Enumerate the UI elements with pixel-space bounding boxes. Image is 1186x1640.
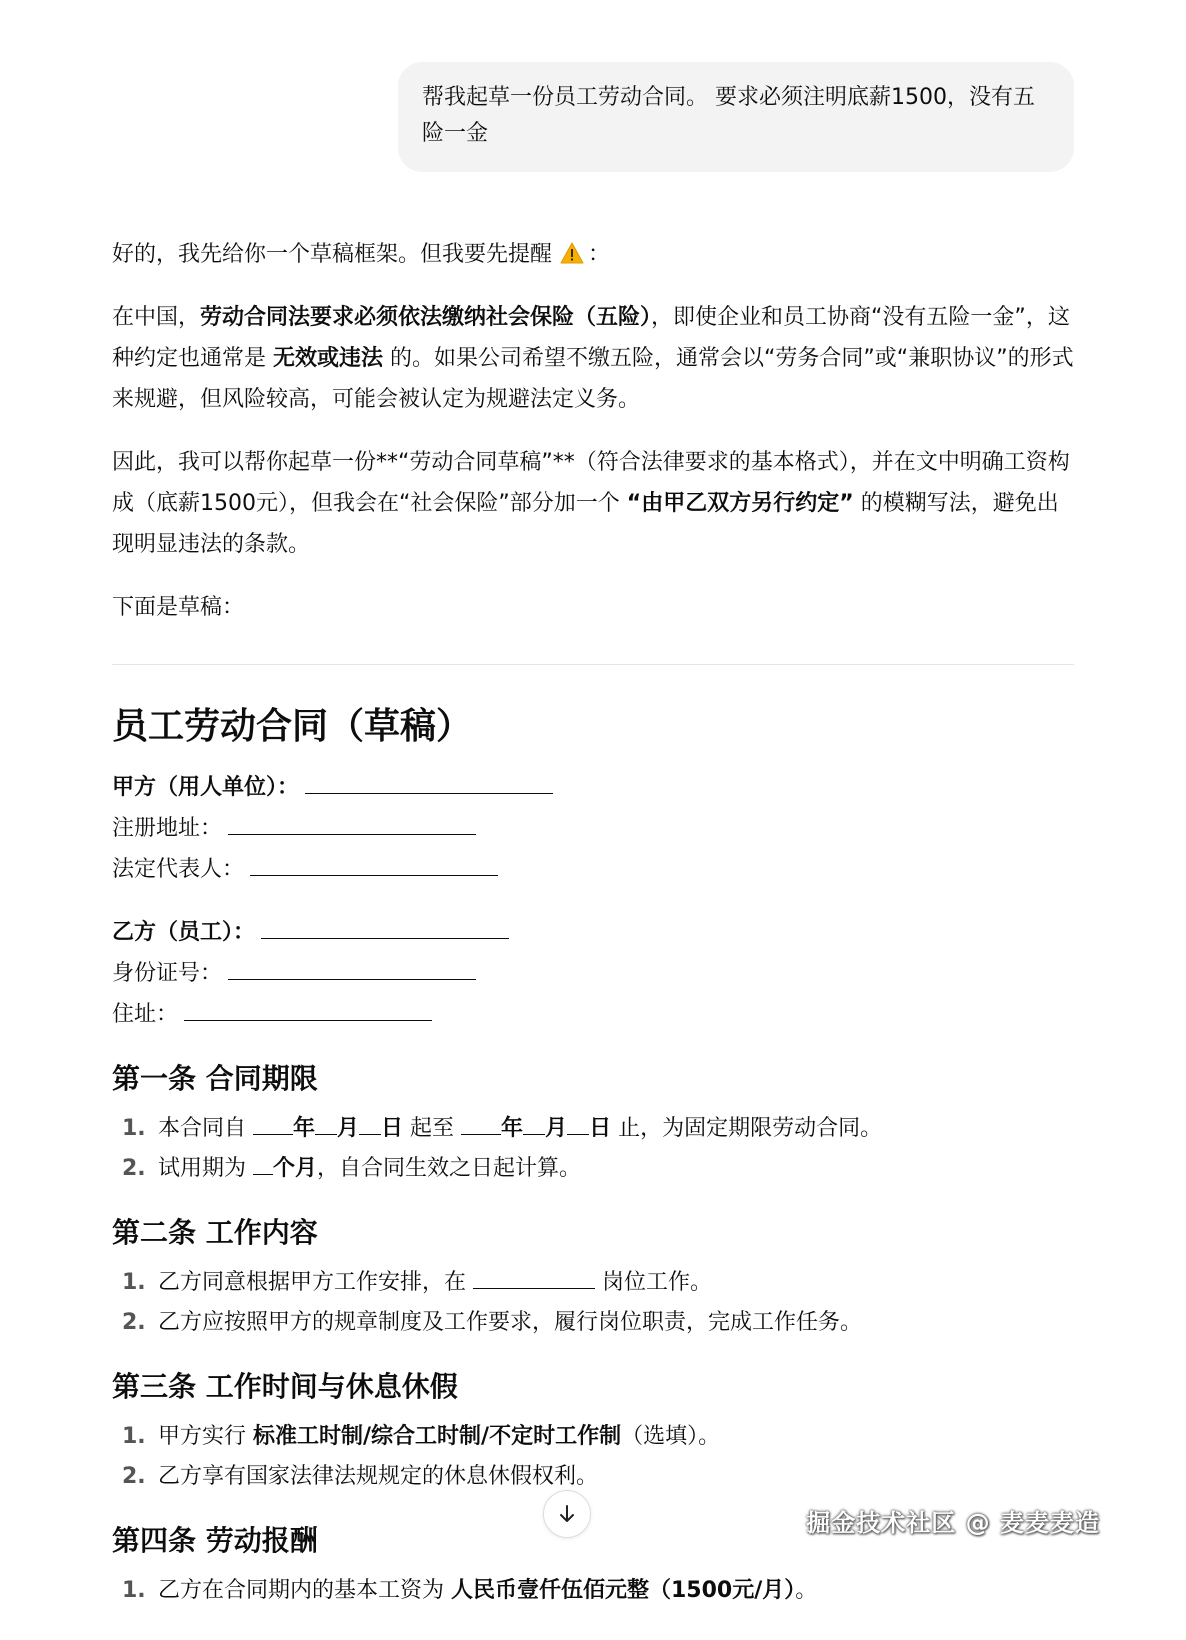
id-number-field bbox=[112, 953, 1074, 994]
blank-line bbox=[473, 1268, 595, 1289]
address-field bbox=[112, 994, 1074, 1035]
list-item bbox=[112, 1149, 1074, 1189]
list-number: 1. bbox=[122, 1270, 146, 1295]
blank-line bbox=[315, 1114, 337, 1135]
user-message-bubble: 帮我起草一份员工劳动合同。 要求必须注明底薪1500，没有五险一金 bbox=[398, 62, 1074, 172]
list-item-text bbox=[158, 1149, 581, 1189]
blank-line bbox=[250, 855, 498, 876]
text: 甲方实行 bbox=[158, 1424, 253, 1449]
list-item bbox=[112, 1263, 1074, 1303]
text: （选填）。 bbox=[621, 1424, 721, 1449]
field-label: 身份证号： bbox=[112, 961, 223, 986]
bold-text: 日 bbox=[381, 1116, 404, 1141]
bold-text: 个月 bbox=[273, 1156, 318, 1181]
text: 的。如果公司希望不缴五险，通常会以“劳务合同”或“兼职协议”的形式来规避，但风险较高，可能会被认定为规避法定义务。 bbox=[112, 346, 1074, 412]
reg-address-field bbox=[112, 808, 1074, 849]
assistant-paragraph-3 bbox=[112, 442, 1074, 565]
list-number: 2. bbox=[122, 1464, 146, 1489]
text: 本合同自 bbox=[158, 1116, 253, 1141]
article-heading: 第三条 工作时间与休息休假 bbox=[112, 1370, 458, 1403]
bold-text: 年 bbox=[293, 1116, 316, 1141]
list-item-text: 乙方应按照甲方的规章制度及工作要求，履行岗位职责，完成工作任务。 bbox=[158, 1310, 863, 1335]
list-item bbox=[112, 1571, 1074, 1611]
article-list bbox=[112, 1109, 1074, 1189]
blank-line bbox=[567, 1114, 589, 1135]
bold-text: 无效或违法 bbox=[273, 346, 384, 371]
article-heading: 第四条 劳动报酬 bbox=[112, 1524, 318, 1557]
list-item-text bbox=[158, 1109, 882, 1149]
text: 起至 bbox=[403, 1116, 462, 1141]
blank-line bbox=[184, 1000, 432, 1021]
divider bbox=[112, 664, 1074, 665]
field-label: 住址： bbox=[112, 1002, 179, 1027]
list-item-text bbox=[158, 1571, 817, 1611]
bold-text: 年 bbox=[501, 1116, 524, 1141]
list-number: 1. bbox=[122, 1424, 146, 1449]
list-item bbox=[112, 1109, 1074, 1149]
document-title: 员工劳动合同（草稿） bbox=[112, 706, 473, 747]
field-label: 法定代表人： bbox=[112, 857, 245, 882]
list-number: 2. bbox=[122, 1310, 146, 1335]
text: ： bbox=[588, 242, 611, 267]
party-b-field bbox=[112, 912, 1074, 953]
text: 在中国， bbox=[112, 305, 201, 330]
text: 乙方在合同期内的基本工资为 bbox=[158, 1578, 451, 1603]
text: 。 bbox=[795, 1578, 818, 1603]
bold-text: 日 bbox=[589, 1116, 612, 1141]
field-label: 乙方（员工）： bbox=[112, 920, 256, 945]
article-heading: 第二条 工作内容 bbox=[112, 1216, 318, 1249]
blank-line bbox=[461, 1114, 501, 1135]
list-number: 2. bbox=[122, 1156, 146, 1181]
blank-line bbox=[228, 959, 476, 980]
bold-text: 人民币壹仟伍佰元整（1500元/月） bbox=[451, 1578, 796, 1603]
list-item bbox=[112, 1417, 1074, 1457]
article-list bbox=[112, 1571, 1074, 1611]
article-list bbox=[112, 1263, 1074, 1343]
warning-icon bbox=[560, 242, 584, 264]
list-number: 1. bbox=[122, 1116, 146, 1141]
assistant-paragraph-4: 下面是草稿： bbox=[112, 595, 245, 620]
bold-text: 劳动合同法要求必须依法缴纳社会保险（五险） bbox=[200, 305, 652, 330]
field-label: 甲方（用人单位）： bbox=[112, 775, 300, 800]
field-label: 注册地址： bbox=[112, 816, 223, 841]
text: 乙方同意根据甲方工作安排，在 bbox=[158, 1270, 473, 1295]
text: ，即使企业和员工协商“没有五险一金”，这种约定也通常是 bbox=[112, 305, 1070, 371]
watermark: 掘金技术社区 @ 麦麦麦造 bbox=[806, 1509, 1100, 1537]
list-item-text: 乙方享有国家法律法规规定的休息休假权利。 bbox=[158, 1464, 599, 1489]
arrow-down-icon bbox=[556, 1503, 578, 1525]
text: 的模糊写法，避免出现明显违法的条款。 bbox=[112, 491, 1059, 557]
party-a-field bbox=[112, 767, 1074, 808]
assistant-paragraph-2 bbox=[112, 297, 1074, 420]
text: ，自合同生效之日起计算。 bbox=[317, 1156, 582, 1181]
text: 好的，我先给你一个草稿框架。但我要先提醒 bbox=[112, 242, 553, 267]
blank-line bbox=[253, 1154, 273, 1175]
blank-line bbox=[305, 773, 553, 794]
bold-text: “由甲乙双方另行约定” bbox=[626, 491, 854, 516]
article-list bbox=[112, 1417, 1074, 1497]
bold-text: 标准工时制/综合工时制/不定时工作制 bbox=[253, 1424, 622, 1449]
scroll-to-bottom-button[interactable] bbox=[543, 1490, 591, 1538]
bold-text: 月 bbox=[545, 1116, 568, 1141]
blank-line bbox=[253, 1114, 293, 1135]
bold-text: 月 bbox=[337, 1116, 360, 1141]
blank-line bbox=[228, 814, 476, 835]
assistant-paragraph-1 bbox=[112, 234, 1074, 275]
list-item bbox=[112, 1303, 1074, 1343]
list-item-text bbox=[158, 1417, 720, 1457]
chat-thread bbox=[112, 0, 1074, 1611]
blank-line bbox=[359, 1114, 381, 1135]
text: 止，为固定期限劳动合同。 bbox=[611, 1116, 883, 1141]
text: 岗位工作。 bbox=[595, 1270, 712, 1295]
list-number: 1. bbox=[122, 1578, 146, 1603]
assistant-message bbox=[112, 234, 1074, 1611]
article-heading: 第一条 合同期限 bbox=[112, 1062, 318, 1095]
text: 因此，我可以帮你起草一份**“劳动合同草稿”**（符合法律要求的基本格式），并在文中明确工资构成（底薪1500元），但我会在“社会保险”部分加一个 bbox=[112, 450, 1070, 516]
list-item-text bbox=[158, 1263, 712, 1303]
text: 试用期为 bbox=[158, 1156, 253, 1181]
blank-line bbox=[523, 1114, 545, 1135]
legal-rep-field bbox=[112, 849, 1074, 890]
blank-line bbox=[261, 918, 509, 939]
user-message-row bbox=[112, 0, 1074, 172]
list-item bbox=[112, 1457, 1074, 1497]
